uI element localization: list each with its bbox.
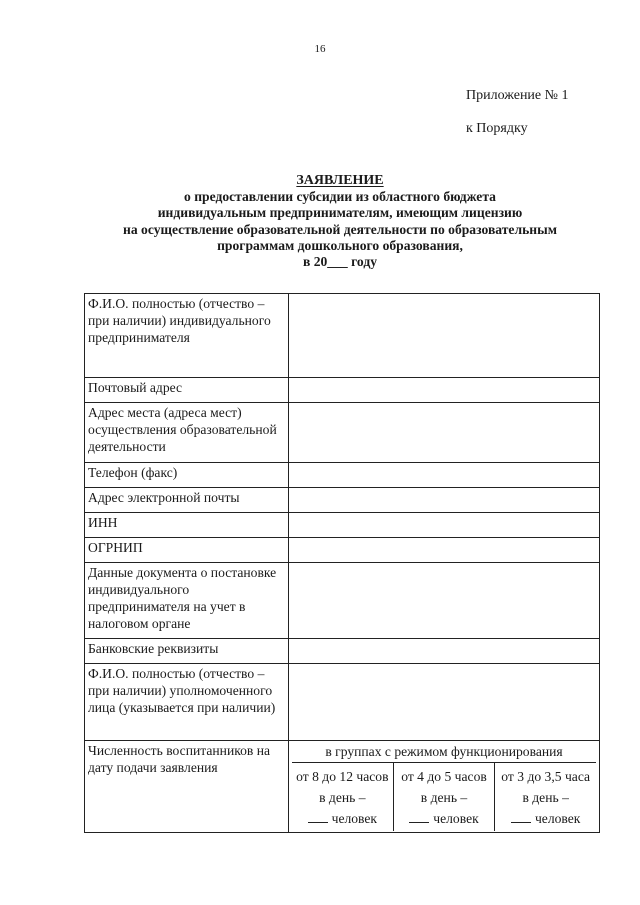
groups-caption: в группах с режимом функционирования [292,742,596,763]
page-number: 16 [314,43,326,55]
field-label-email: Адрес электронной почты [85,488,289,513]
field-value-full-name[interactable] [289,294,600,378]
table-row [85,378,600,403]
field-value-postal-address[interactable] [289,378,600,403]
title-line: о предоставлении субсидии из областного бюджета [184,189,496,205]
field-value-bank-details[interactable] [289,639,600,664]
groups-row [292,763,596,831]
field-label-postal-address: Почтовый адрес [85,378,289,403]
title-line: на осуществление образовательной деятельности по образовательным [123,221,557,237]
group-unit-label: человек [331,811,378,826]
table-row [85,294,600,378]
table-row [85,563,600,639]
field-value-phone[interactable] [289,463,600,488]
field-label-phone: Телефон (факс) [85,463,289,488]
group-hours-label: от 4 до 5 часов [401,769,487,784]
appendix-label: Приложение № 1 [466,88,569,103]
group-per-day-label: в день – [522,790,569,805]
title-line: индивидуальным предпринимателям, имеющим лицензию [157,205,523,221]
group-count-line [292,808,393,829]
field-value-ogrnip[interactable] [289,538,600,563]
document-title-block [60,173,620,270]
table-row [85,639,600,664]
field-value-inn[interactable] [289,513,600,538]
group-hours-label: от 8 до 12 часов [296,769,389,784]
table-row [85,741,600,833]
field-label-ogrnip: ОГРНИП [85,538,289,563]
field-value-tax-registration[interactable] [289,563,600,639]
group-unit-label: человек [534,811,581,826]
title-line: программам дошкольного образования, [217,237,463,253]
pupils-groups-cell [289,741,600,833]
field-label-tax-registration: Данные документа о постановке индивидуального предпринимателя на учет в налоговом органе [85,563,289,639]
document-title: ЗАЯВЛЕНИЕ [296,173,384,188]
table-row [85,463,600,488]
table-row [85,538,600,563]
group-4-5-hours[interactable] [393,763,495,831]
group-unit-label: человек [433,811,479,826]
group-per-day-label: в день – [420,790,468,805]
field-value-activity-address[interactable] [289,403,600,463]
count-blank[interactable] [308,810,328,823]
count-blank[interactable] [409,810,429,823]
field-label-full-name: Ф.И.О. полностью (отчество – при наличии) индивидуального предпринимателя [85,294,289,378]
title-year-line: в 20___ году [302,254,378,270]
field-label-inn: ИНН [85,513,289,538]
field-label-authorized-person: Ф.И.О. полностью (отчество – при наличии) уполномоченного лица (указывается при наличии) [85,664,289,741]
table-row [85,664,600,741]
table-row [85,403,600,463]
count-blank[interactable] [511,810,531,823]
table-row [85,513,600,538]
group-count-line [394,808,495,829]
group-3-3-5-hours[interactable] [494,763,596,831]
application-form-table [84,293,600,833]
order-reference: к Порядку [466,121,528,136]
group-8-12-hours[interactable] [292,763,393,831]
group-count-line [495,808,596,829]
field-value-authorized-person[interactable] [289,664,600,741]
field-label-activity-address: Адрес места (адреса мест) осуществления образовательной деятельности [85,403,289,463]
group-per-day-label: в день – [319,790,366,805]
field-label-bank-details: Банковские реквизиты [85,639,289,664]
table-row [85,488,600,513]
field-value-email[interactable] [289,488,600,513]
group-hours-label: от 3 до 3,5 часа [501,769,591,784]
field-label-pupils-count: Численность воспитанников на дату подачи заявления [85,741,289,833]
